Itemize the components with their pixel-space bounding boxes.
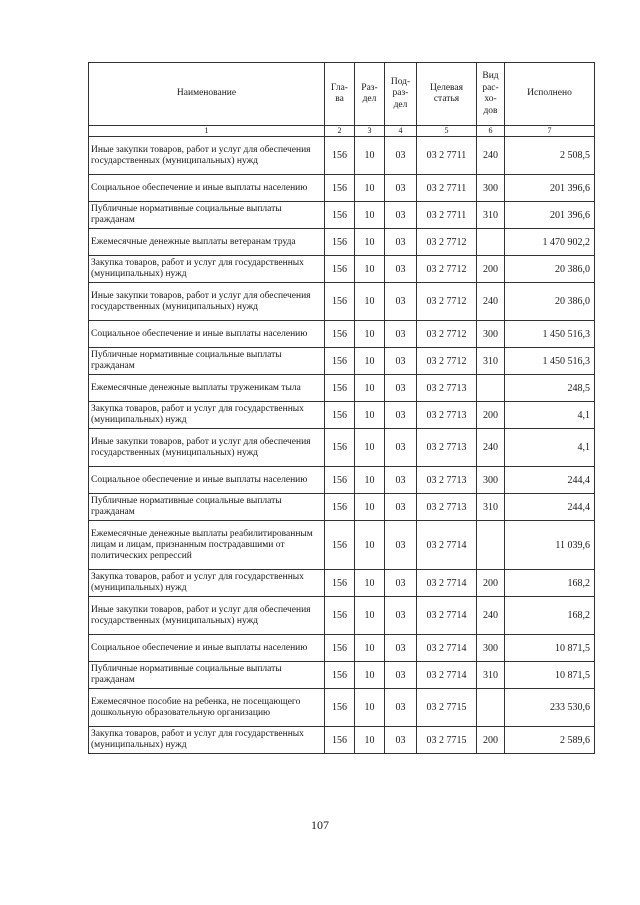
cell-subsection: 03 (385, 467, 417, 494)
cell-section: 10 (355, 137, 385, 175)
cell-chapter: 156 (325, 229, 355, 256)
cell-executed: 201 396,6 (505, 175, 595, 202)
cell-chapter: 156 (325, 662, 355, 689)
table-row (89, 727, 595, 754)
cell-section: 10 (355, 597, 385, 635)
cell-name: Публичные нормативные социальные выплаты гражданам (89, 348, 325, 375)
cell-target: 03 2 7713 (417, 467, 477, 494)
table-row (89, 375, 595, 402)
cell-subsection: 03 (385, 689, 417, 727)
cell-target: 03 2 7712 (417, 229, 477, 256)
cell-executed: 1 450 516,3 (505, 348, 595, 375)
cell-name: Закупка товаров, работ и услуг для государственных (муниципальных) нужд (89, 727, 325, 754)
cell-expense-type (477, 229, 505, 256)
header-target: Целевая статья (417, 63, 477, 126)
cell-expense-type: 240 (477, 283, 505, 321)
cell-target: 03 2 7713 (417, 429, 477, 467)
cell-executed: 248,5 (505, 375, 595, 402)
cell-name: Публичные нормативные социальные выплаты гражданам (89, 662, 325, 689)
cell-expense-type: 310 (477, 662, 505, 689)
cell-subsection: 03 (385, 348, 417, 375)
table-row (89, 429, 595, 467)
cell-name: Закупка товаров, работ и услуг для государственных (муниципальных) нужд (89, 570, 325, 597)
cell-section: 10 (355, 662, 385, 689)
cell-executed: 10 871,5 (505, 662, 595, 689)
cell-executed: 4,1 (505, 402, 595, 429)
cell-name: Ежемесячные денежные выплаты реабилитированным лицам и лицам, признанным пострадавшими от политических репрессий (89, 521, 325, 570)
cell-target: 03 2 7711 (417, 137, 477, 175)
cell-expense-type (477, 689, 505, 727)
table-row (89, 229, 595, 256)
cell-name: Социальное обеспечение и иные выплаты населению (89, 175, 325, 202)
cell-name: Иные закупки товаров, работ и услуг для обеспечения государственных (муниципальных) нужд (89, 137, 325, 175)
cell-target: 03 2 7712 (417, 256, 477, 283)
cell-expense-type: 200 (477, 727, 505, 754)
column-number: 7 (505, 126, 595, 137)
cell-target: 03 2 7713 (417, 494, 477, 521)
table-row (89, 348, 595, 375)
table-row (89, 662, 595, 689)
cell-section: 10 (355, 689, 385, 727)
column-number-row (89, 126, 595, 137)
cell-section: 10 (355, 635, 385, 662)
cell-chapter: 156 (325, 494, 355, 521)
cell-executed: 10 871,5 (505, 635, 595, 662)
cell-executed: 1 470 902,2 (505, 229, 595, 256)
cell-name: Социальное обеспечение и иные выплаты населению (89, 635, 325, 662)
table-row (89, 467, 595, 494)
cell-executed: 2 508,5 (505, 137, 595, 175)
table-body (89, 137, 595, 754)
cell-target: 03 2 7713 (417, 375, 477, 402)
cell-chapter: 156 (325, 570, 355, 597)
cell-chapter: 156 (325, 521, 355, 570)
table-row (89, 321, 595, 348)
cell-subsection: 03 (385, 256, 417, 283)
cell-chapter: 156 (325, 597, 355, 635)
cell-section: 10 (355, 256, 385, 283)
cell-section: 10 (355, 429, 385, 467)
table-row (89, 175, 595, 202)
cell-subsection: 03 (385, 570, 417, 597)
cell-target: 03 2 7715 (417, 689, 477, 727)
cell-name: Закупка товаров, работ и услуг для государственных (муниципальных) нужд (89, 402, 325, 429)
cell-chapter: 156 (325, 348, 355, 375)
page-number: 107 (311, 818, 329, 832)
header-expense-type: Вид рас- хо- дов (477, 63, 505, 126)
table-row (89, 521, 595, 570)
cell-target: 03 2 7714 (417, 521, 477, 570)
cell-executed: 201 396,6 (505, 202, 595, 229)
cell-name: Ежемесячные денежные выплаты ветеранам труда (89, 229, 325, 256)
cell-executed: 233 530,6 (505, 689, 595, 727)
cell-executed: 2 589,6 (505, 727, 595, 754)
budget-table (88, 62, 595, 754)
cell-subsection: 03 (385, 375, 417, 402)
header-chapter: Гла- ва (325, 63, 355, 126)
cell-name: Публичные нормативные социальные выплаты гражданам (89, 494, 325, 521)
cell-expense-type: 310 (477, 494, 505, 521)
cell-expense-type: 310 (477, 348, 505, 375)
cell-target: 03 2 7711 (417, 202, 477, 229)
cell-section: 10 (355, 348, 385, 375)
cell-chapter: 156 (325, 429, 355, 467)
cell-executed: 244,4 (505, 467, 595, 494)
cell-subsection: 03 (385, 494, 417, 521)
cell-subsection: 03 (385, 429, 417, 467)
cell-expense-type: 200 (477, 256, 505, 283)
cell-expense-type (477, 521, 505, 570)
cell-chapter: 156 (325, 175, 355, 202)
table-row (89, 494, 595, 521)
cell-name: Иные закупки товаров, работ и услуг для обеспечения государственных (муниципальных) нужд (89, 597, 325, 635)
cell-name: Закупка товаров, работ и услуг для государственных (муниципальных) нужд (89, 256, 325, 283)
column-number: 4 (385, 126, 417, 137)
cell-executed: 168,2 (505, 570, 595, 597)
cell-executed: 20 386,0 (505, 283, 595, 321)
table-row (89, 283, 595, 321)
column-number: 5 (417, 126, 477, 137)
cell-name: Социальное обеспечение и иные выплаты населению (89, 467, 325, 494)
cell-name: Ежемесячные денежные выплаты труженикам тыла (89, 375, 325, 402)
table-row (89, 570, 595, 597)
cell-executed: 244,4 (505, 494, 595, 521)
table-row (89, 402, 595, 429)
cell-section: 10 (355, 283, 385, 321)
cell-expense-type: 240 (477, 137, 505, 175)
column-number: 2 (325, 126, 355, 137)
cell-subsection: 03 (385, 635, 417, 662)
header-section: Раз- дел (355, 63, 385, 126)
cell-name: Иные закупки товаров, работ и услуг для обеспечения государственных (муниципальных) нужд (89, 283, 325, 321)
cell-subsection: 03 (385, 662, 417, 689)
cell-name: Социальное обеспечение и иные выплаты населению (89, 321, 325, 348)
cell-section: 10 (355, 521, 385, 570)
table-row (89, 597, 595, 635)
cell-chapter: 156 (325, 635, 355, 662)
table-header-row (89, 63, 595, 126)
cell-chapter: 156 (325, 375, 355, 402)
cell-expense-type: 300 (477, 467, 505, 494)
cell-subsection: 03 (385, 283, 417, 321)
cell-section: 10 (355, 375, 385, 402)
cell-target: 03 2 7712 (417, 283, 477, 321)
table-row (89, 137, 595, 175)
cell-chapter: 156 (325, 467, 355, 494)
cell-expense-type: 240 (477, 597, 505, 635)
cell-target: 03 2 7714 (417, 635, 477, 662)
cell-name: Публичные нормативные социальные выплаты гражданам (89, 202, 325, 229)
cell-subsection: 03 (385, 202, 417, 229)
header-subsection: Под- раз- дел (385, 63, 417, 126)
cell-expense-type (477, 375, 505, 402)
cell-section: 10 (355, 467, 385, 494)
cell-name: Иные закупки товаров, работ и услуг для обеспечения государственных (муниципальных) нужд (89, 429, 325, 467)
cell-expense-type: 200 (477, 570, 505, 597)
cell-chapter: 156 (325, 256, 355, 283)
cell-target: 03 2 7714 (417, 662, 477, 689)
cell-subsection: 03 (385, 175, 417, 202)
cell-section: 10 (355, 321, 385, 348)
cell-subsection: 03 (385, 521, 417, 570)
cell-expense-type: 300 (477, 321, 505, 348)
cell-expense-type: 200 (477, 402, 505, 429)
cell-section: 10 (355, 570, 385, 597)
cell-executed: 4,1 (505, 429, 595, 467)
cell-section: 10 (355, 175, 385, 202)
cell-subsection: 03 (385, 597, 417, 635)
cell-executed: 168,2 (505, 597, 595, 635)
cell-executed: 20 386,0 (505, 256, 595, 283)
cell-chapter: 156 (325, 283, 355, 321)
cell-name: Ежемесячное пособие на ребенка, не посещающего дошкольную образовательную организацию (89, 689, 325, 727)
cell-expense-type: 310 (477, 202, 505, 229)
cell-subsection: 03 (385, 321, 417, 348)
cell-chapter: 156 (325, 402, 355, 429)
header-name: Наименование (89, 63, 325, 126)
cell-target: 03 2 7714 (417, 570, 477, 597)
cell-section: 10 (355, 402, 385, 429)
cell-target: 03 2 7714 (417, 597, 477, 635)
cell-chapter: 156 (325, 727, 355, 754)
table-row (89, 689, 595, 727)
cell-expense-type: 300 (477, 635, 505, 662)
column-number: 3 (355, 126, 385, 137)
header-executed: Исполнено (505, 63, 595, 126)
cell-subsection: 03 (385, 402, 417, 429)
cell-section: 10 (355, 202, 385, 229)
cell-chapter: 156 (325, 321, 355, 348)
cell-section: 10 (355, 494, 385, 521)
cell-chapter: 156 (325, 202, 355, 229)
cell-section: 10 (355, 229, 385, 256)
cell-section: 10 (355, 727, 385, 754)
cell-expense-type: 300 (477, 175, 505, 202)
table-row (89, 202, 595, 229)
cell-subsection: 03 (385, 229, 417, 256)
cell-target: 03 2 7713 (417, 402, 477, 429)
cell-chapter: 156 (325, 137, 355, 175)
cell-target: 03 2 7711 (417, 175, 477, 202)
cell-executed: 1 450 516,3 (505, 321, 595, 348)
column-number: 1 (89, 126, 325, 137)
cell-subsection: 03 (385, 727, 417, 754)
cell-target: 03 2 7712 (417, 321, 477, 348)
table-row (89, 256, 595, 283)
cell-chapter: 156 (325, 689, 355, 727)
cell-expense-type: 240 (477, 429, 505, 467)
column-number: 6 (477, 126, 505, 137)
cell-executed: 11 039,6 (505, 521, 595, 570)
table-row (89, 635, 595, 662)
cell-target: 03 2 7715 (417, 727, 477, 754)
cell-target: 03 2 7712 (417, 348, 477, 375)
cell-subsection: 03 (385, 137, 417, 175)
